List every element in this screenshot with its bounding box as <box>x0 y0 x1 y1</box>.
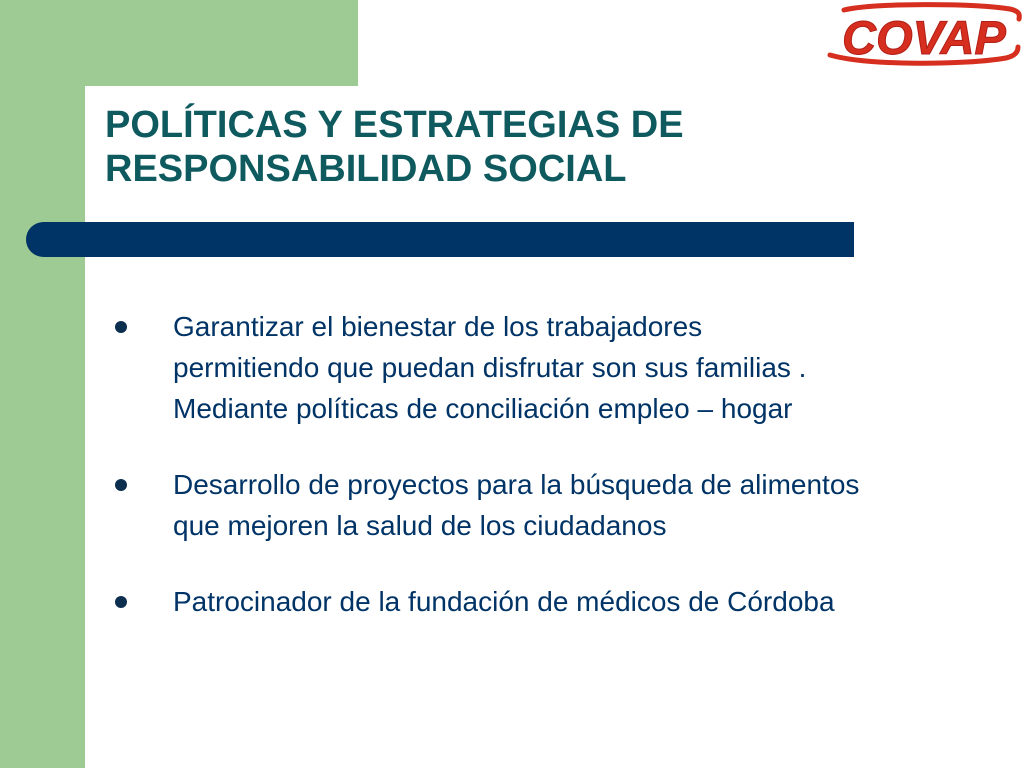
bullet-line: Desarrollo de proyectos para la búsqueda de alimentos <box>173 469 860 500</box>
covap-logo-graphic <box>826 2 1022 68</box>
top-green-block <box>0 0 358 86</box>
bullet-list <box>110 306 1020 657</box>
bullet-item-food-projects <box>110 464 1020 546</box>
slide-title-line-2: RESPONSABILIDAD SOCIAL <box>105 148 627 190</box>
bullet-line: Patrocinador de la fundación de médicos de Córdoba <box>173 586 835 617</box>
slide-title <box>105 103 885 191</box>
logo-wordmark: COVAP <box>842 11 1006 64</box>
bullet-item-wellbeing <box>110 306 1020 429</box>
bullet-line: que mejoren la salud de los ciudadanos <box>173 510 667 541</box>
bullet-line: Garantizar el bienestar de los trabajadores <box>173 311 703 342</box>
bullet-dot-icon <box>115 321 127 333</box>
title-underline-bar <box>26 222 854 257</box>
bullet-dot-icon <box>115 596 127 608</box>
left-green-band <box>0 0 85 768</box>
bullet-line: permitiendo que puedan disfrutar son sus familias . <box>173 352 807 383</box>
bullet-dot-icon <box>115 479 127 491</box>
slide-title-line-1: POLÍTICAS Y ESTRATEGIAS DE <box>105 104 684 146</box>
bullet-line: Mediante políticas de conciliación empleo – hogar <box>173 393 793 424</box>
covap-logo <box>826 2 1022 68</box>
bullet-item-sponsorship <box>110 581 1020 622</box>
